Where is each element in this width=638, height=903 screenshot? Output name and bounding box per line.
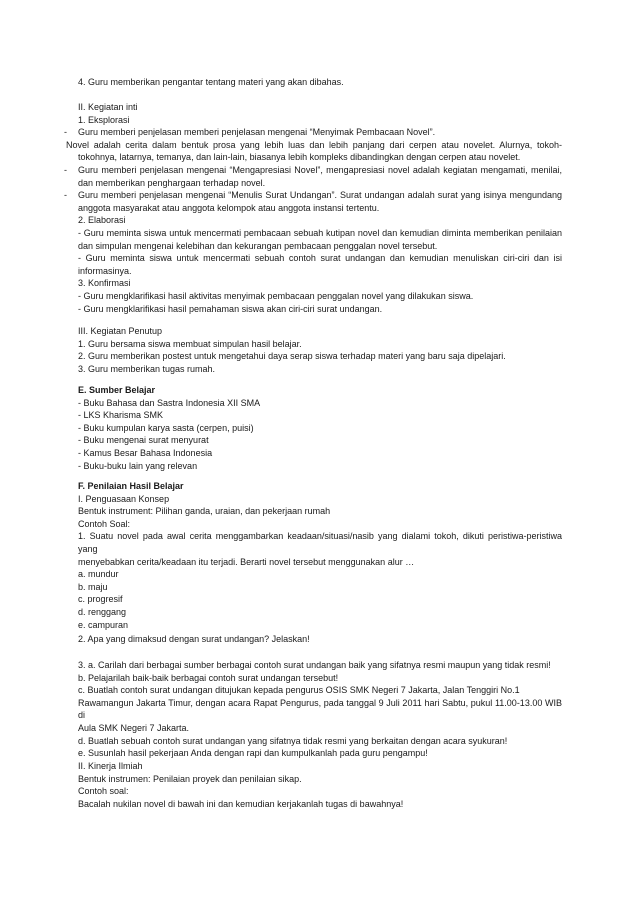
list-item: - Buku Bahasa dan Sastra Indonesia XII SMA	[78, 397, 261, 408]
penutup-item-1: 1. Guru bersama siswa membuat simpulan hasil belajar.	[78, 338, 302, 349]
section-heading: II. Kegiatan inti	[78, 102, 138, 112]
elaborasi-item-2-cont: informasinya.	[78, 265, 132, 276]
subheading-konfirmasi: 3. Konfirmasi	[78, 278, 131, 289]
answer-option: b. maju	[78, 581, 108, 592]
section-heading: E. Sumber Belajar	[78, 385, 156, 395]
list-item: - Buku mengenai surat menyurat	[78, 435, 209, 446]
kegiatan-inti-section	[64, 101, 562, 315]
penutup-item-3: 3. Guru memberikan tugas rumah.	[78, 363, 216, 374]
example-label: Contoh soal:	[78, 786, 129, 797]
question-3b: b. Pelajarilah baik-baik berbagai contoh surat undangan tersebut!	[78, 672, 339, 683]
list-item: - Buku kumpulan karya sasta (cerpen, puisi)	[78, 422, 254, 433]
question-2: 2. Apa yang dimaksud dengan surat undangan? Jelaskan!	[78, 634, 310, 644]
subheading-eksplorasi: 1. Eksplorasi	[78, 114, 130, 125]
section-heading: II. Kinerja Ilmiah	[78, 761, 143, 771]
eksplorasi-item-3-cont: anggota masyarakat atau anggota kelompok atau anggota instansi tertentu.	[78, 202, 380, 213]
answer-option: c. progresif	[78, 594, 123, 605]
answer-option: e. campuran	[78, 619, 129, 630]
penilaian-section	[76, 480, 562, 631]
konfirmasi-item-1: - Guru mengklarifikasi hasil aktivitas menyimak pembacaan penggalan novel yang dilakukan siswa.	[78, 290, 474, 301]
sumber-belajar-section	[76, 384, 562, 472]
eksplorasi-item-3: - Guru memberi penjelasan mengenai “Menulis Surat Undangan”. Surat undangan adalah surat yang isinya mengundang	[64, 190, 562, 201]
section-heading: III. Kegiatan Penutup	[78, 326, 163, 336]
question-1-cont: menyebabkan cerita/keadaan itu terjadi. Berarti novel tersebut menggunakan alur …	[78, 556, 415, 567]
question-1: 1. Suatu novel pada awal cerita menggambarkan keadaan/situasi/nasib yang dialami tokoh, dikuti peristiwa-peristiwa yang	[78, 531, 562, 554]
question-3c: c. Buatlah contoh surat undangan ditujukan kepada pengurus OSIS SMK Negeri 7 Jakarta, Jalan Tenggiri No.1	[78, 685, 520, 696]
kegiatan-penutup-section	[76, 325, 562, 375]
intro-section	[76, 76, 562, 89]
instrument-type: Bentuk instrumen: Penilaian proyek dan penilaian sikap.	[78, 773, 302, 784]
eksplorasi-novel-definition-cont: tokohnya, latarnya, temanya, dan lain-lain, biasanya lebih kompleks dibandingkan dengan cerpen atau novelet.	[78, 152, 521, 163]
konfirmasi-item-2: - Guru mengklarifikasi hasil pemahaman siswa akan ciri-ciri surat undangan.	[78, 303, 383, 314]
penutup-item-2: 2. Guru memberikan postest untuk mengetahui daya serap siswa terhadap materi yang baru saja dipelajari.	[78, 351, 506, 362]
answer-option: d. renggang	[78, 606, 127, 617]
answer-option: a. mundur	[78, 569, 119, 580]
elaborasi-item-1: - Guru meminta siswa untuk mencermati pembacaan sebuah kutipan novel dan kemudian diminta memberikan penilaian	[78, 227, 562, 238]
eksplorasi-item-1: - Guru memberi penjelasan memberi penjelasan mengenai “Menyimak Pembacaan Novel”.	[64, 127, 436, 138]
example-label: Contoh Soal:	[78, 518, 131, 529]
subheading-konsep: I. Penguasaan Konsep	[78, 493, 170, 504]
eksplorasi-item-2: - Guru memberi penjelasan mengenai “Mengapresiasi Novel”, mengapresiasi novel adalah kegiatan mengamati, menilai,	[64, 164, 562, 175]
section-heading: F. Penilaian Hasil Belajar	[78, 481, 184, 491]
question-3-block	[76, 659, 562, 760]
elaborasi-item-2: - Guru meminta siswa untuk mencermati sebuah contoh surat undangan dan kemudian menuliskan ciri-ciri dan isi	[78, 253, 562, 264]
question-3e: e. Susunlah hasil pekerjaan Anda dengan rapi dan kumpulkanlah pada guru pengampu!	[78, 748, 428, 759]
eksplorasi-novel-definition: Novel adalah cerita dalam bentuk prosa yang lebih luas dan lebih panjang dari cerpen atau novelet. Alurnya, tokoh-	[66, 139, 562, 150]
question-3d: d. Buatlah sebuah contoh surat undangan yang sifatnya tidak resmi yang berkaitan dengan acara syukuran!	[78, 735, 508, 746]
question-3c-cont-2: Aula SMK Negeri 7 Jakarta.	[78, 722, 190, 733]
list-item: - Buku-buku lain yang relevan	[78, 460, 198, 471]
question-3c-cont: Rawamangun Jakarta Timur, dengan acara Rapat Pengurus, pada tanggal 9 Juli 2011 hari Sabtu, pukul 11.00-13.00 WIB di	[78, 697, 562, 721]
intro-step-4: 4. Guru memberikan pengantar tentang materi yang akan dibahas.	[78, 77, 344, 87]
kinerja-ilmiah-section	[76, 760, 562, 810]
question-2-block	[76, 633, 562, 646]
list-item: - Kamus Besar Bahasa Indonesia	[78, 447, 213, 458]
list-item: - LKS Kharisma SMK	[78, 410, 164, 421]
instrument-type: Bentuk instrument: Pilihan ganda, uraian, dan pekerjaan rumah	[78, 506, 331, 517]
question-3a: 3. a. Carilah dari berbagai sumber berbagai contoh surat undangan baik yang sifatnya resmi maupun yang tidak resmi!	[78, 660, 551, 670]
eksplorasi-item-2-cont: dan memberikan penghargaan terhadap novel.	[78, 177, 266, 188]
elaborasi-item-1-cont: dan simpulan mengenai kelebihan dan kekurangan pembacaan penggalan novel tersebut.	[78, 240, 438, 251]
subheading-elaborasi: 2. Elaborasi	[78, 215, 126, 226]
task-instruction: Bacalah nukilan novel di bawah ini dan kemudian kerjakanlah tugas di bawahnya!	[78, 798, 404, 809]
